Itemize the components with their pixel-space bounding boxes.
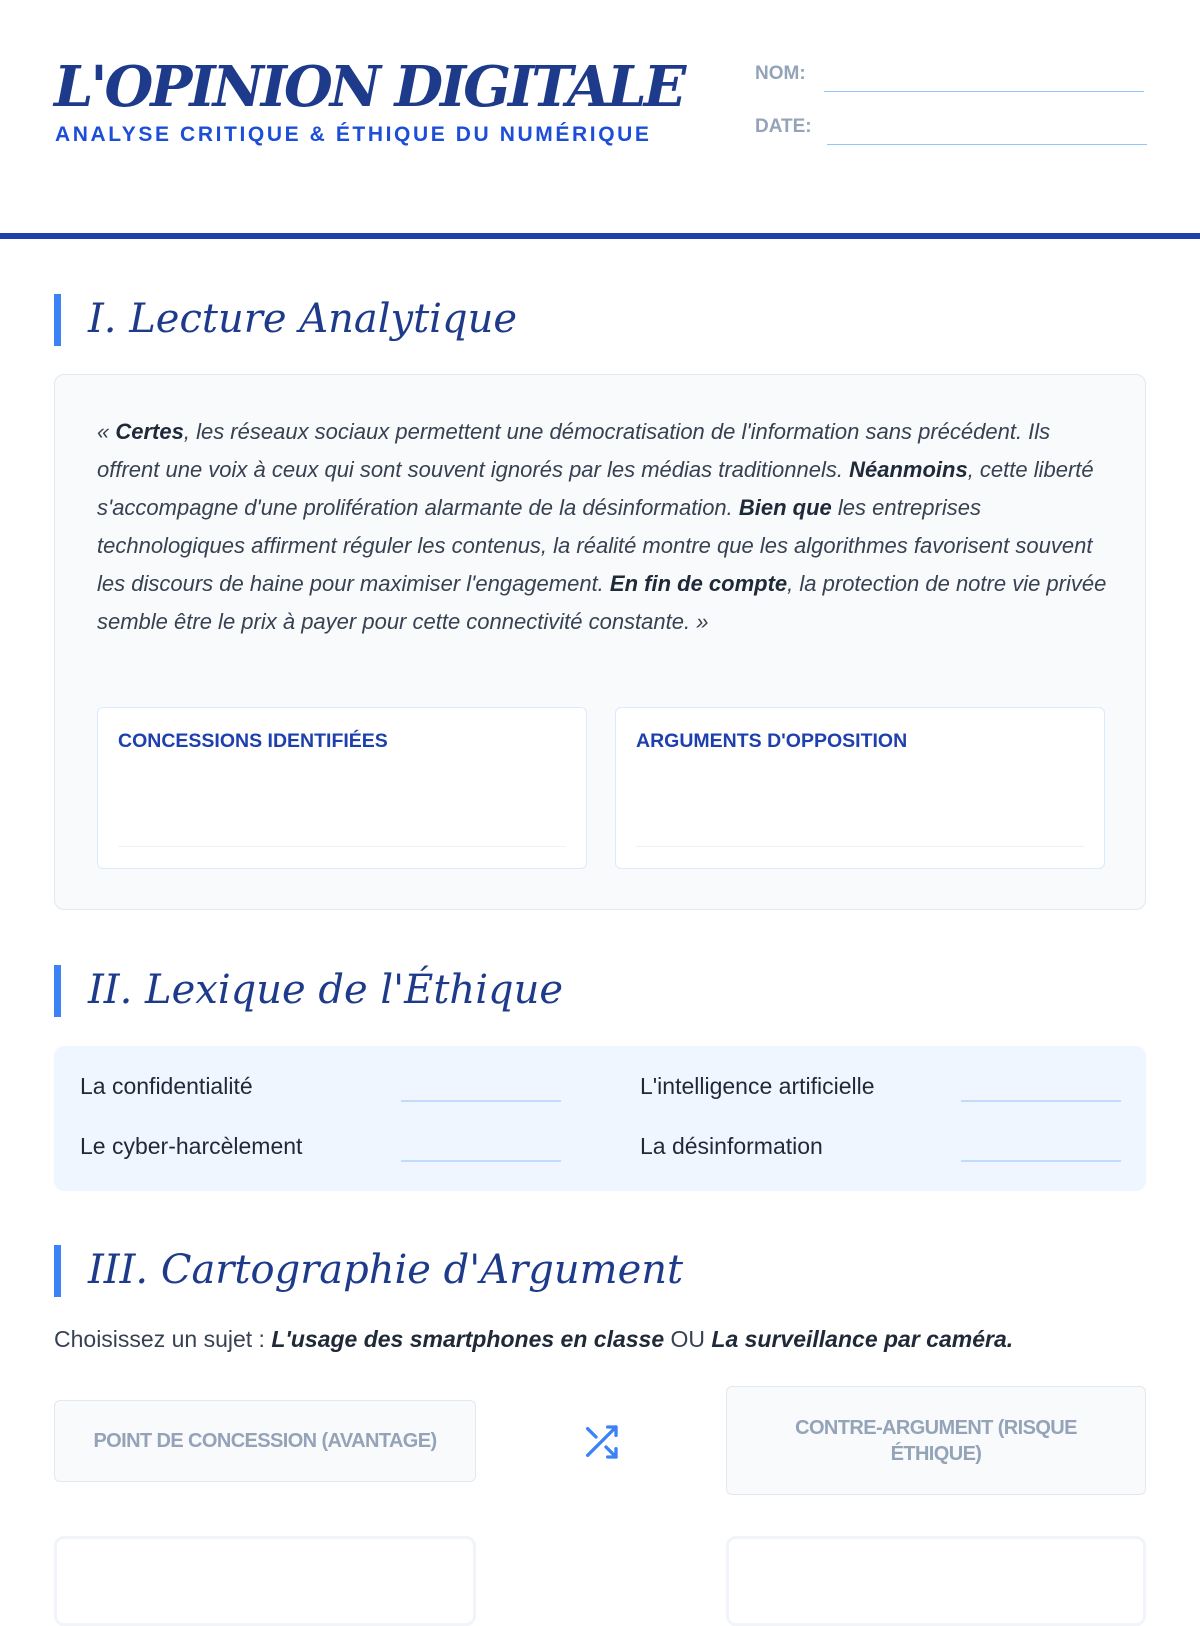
- connector-certes: Certes: [115, 419, 184, 444]
- lexique-answer-line[interactable]: [401, 1160, 561, 1162]
- opposition-answer-line[interactable]: [636, 846, 1084, 847]
- brand-subtitle: ANALYSE CRITIQUE & ÉTHIQUE DU NUMÉRIQUE: [55, 123, 652, 146]
- section-2-accent-bar: [54, 965, 61, 1017]
- concessions-card-title: CONCESSIONS IDENTIFIÉES: [118, 730, 388, 752]
- concession-writing-area[interactable]: [54, 1536, 476, 1626]
- brand-title: L'OPINION DIGITALE: [54, 54, 684, 120]
- topic-option-1: L'usage des smartphones en classe: [271, 1326, 665, 1352]
- reading-passage: « Certes, les réseaux sociaux permettent une démocratisation de l'information sans précédent. Ils offrent une voix à ceux qui sont souvent ignorés par les médias traditionnels. Néanmoins, cette liberté s'accompagne d'une prolifération alarmante de la désinformation. Bien que les entreprises technologiques affirment réguler les contenus, la réalité montre que les algorithmes favorisent souvent les discours de haine pour maximiser l'engagement. En fin de compte, la protection de notre vie privée semble être le prix à payer pour cette connectivité constante. »: [97, 419, 1107, 634]
- section-3-title: III. Cartographie d'Argument: [88, 1247, 684, 1293]
- lexique-term: La confidentialité: [80, 1073, 253, 1099]
- topic-option-2: La surveillance par caméra.: [711, 1326, 1014, 1352]
- concessions-answer-line[interactable]: [118, 846, 566, 847]
- worksheet-header: [0, 0, 1200, 236]
- header-divider: [0, 233, 1200, 239]
- topic-instruction: Choisissez un sujet : L'usage des smartphones en classe OU La surveillance par caméra.: [54, 1326, 1014, 1352]
- connector-en-fin-de-compte: En fin de compte: [609, 571, 788, 596]
- date-label: DATE:: [755, 116, 812, 137]
- name-field[interactable]: [824, 91, 1144, 92]
- counter-argument-box: CONTRE-ARGUMENT (RISQUE ÉTHIQUE): [726, 1386, 1146, 1495]
- connector-bien-que: Bien que: [738, 495, 832, 520]
- concession-point-box: POINT DE CONCESSION (AVANTAGE): [54, 1400, 476, 1482]
- section-1-accent-bar: [54, 294, 61, 346]
- lexique-term: Le cyber-harcèlement: [80, 1133, 303, 1159]
- lexique-answer-line[interactable]: [961, 1100, 1121, 1102]
- date-field[interactable]: [827, 144, 1147, 145]
- section-1-title: I. Lecture Analytique: [88, 296, 518, 342]
- lexique-answer-line[interactable]: [401, 1100, 561, 1102]
- lexique-box: [54, 1046, 1146, 1191]
- counter-argument-writing-area[interactable]: [726, 1536, 1146, 1626]
- concessions-card[interactable]: [97, 707, 587, 869]
- reading-passage-box: [54, 374, 1146, 910]
- section-3-accent-bar: [54, 1245, 61, 1297]
- section-2-title: II. Lexique de l'Éthique: [88, 967, 564, 1013]
- name-label: NOM:: [755, 63, 806, 84]
- lexique-term: La désinformation: [640, 1133, 823, 1159]
- lexique-answer-line[interactable]: [961, 1160, 1121, 1162]
- connector-neanmoins: Néanmoins: [849, 457, 968, 482]
- opposition-card-title: ARGUMENTS D'OPPOSITION: [636, 730, 908, 752]
- opposition-card[interactable]: [615, 707, 1105, 869]
- shuffle-icon: [578, 1422, 624, 1462]
- lexique-term: L'intelligence artificielle: [640, 1073, 875, 1099]
